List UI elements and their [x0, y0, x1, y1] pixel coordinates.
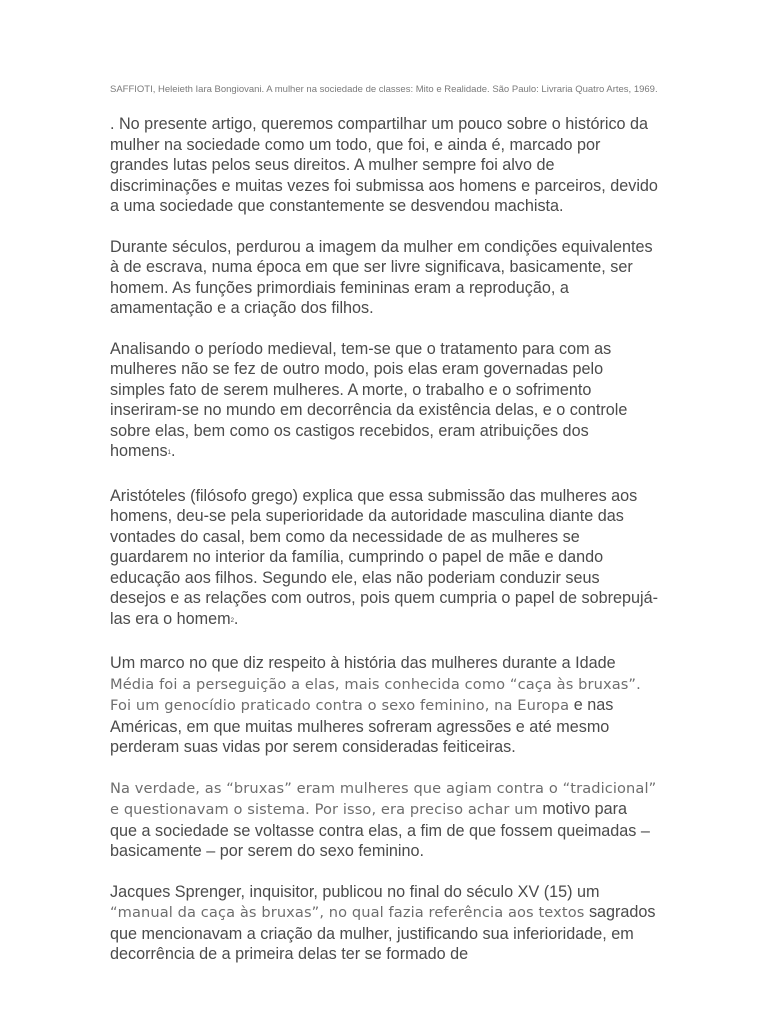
- paragraph-witch-hunt-part2: Média foi a perseguição a elas, mais conhecida como “caça às bruxas”. Foi um genocídio praticado contra o sexo feminino, na Europa: [110, 675, 641, 714]
- bibliographic-reference: SAFFIOTI, Heleieth Iara Bongiovani. A mulher na sociedade de classes: Mito e Realidade. São Paulo: Livraria Quatro Artes, 1969.: [110, 84, 658, 95]
- paragraph-sprenger-part1: Jacques Sprenger, inquisitor, publicou no final do século XV (15) um: [110, 882, 600, 901]
- footnote-marker: 1: [167, 450, 171, 456]
- paragraph-witch-hunt-part3: e nas Américas, em que muitas mulheres sofreram agressões e até mesmo perderam suas vidas por serem consideradas feiticeiras.: [110, 696, 614, 756]
- paragraph-intro: . No presente artigo, queremos compartilhar um pouco sobre o histórico da mulher na sociedade como um todo, que foi, e ainda é, marcado por grandes lutas pelos seus direitos. A mulher sempre foi alvo de discriminações e muitas vezes foi submissa aos homens e parceiros, devido a uma sociedade que constantemente se desvendou machista.: [110, 115, 658, 215]
- paragraph-slavery: Durante séculos, perdurou a imagem da mulher em condições equivalentes à de escrava, numa época em que ser livre significava, basicamente, ser homem. As funções primordiais femininas eram a reprodução, a amamentação e a criação dos filhos.: [110, 237, 653, 317]
- paragraph-witch-hunt-part1: Um marco no que diz respeito à história das mulheres durante a Idade: [110, 654, 616, 672]
- paragraph-aristotle: [110, 486, 658, 634]
- paragraph-witches: [110, 778, 658, 862]
- paragraph-medieval: [110, 339, 658, 466]
- paragraph-sprenger-part3: sagrados que mencionavam a criação da mulher, justificando sua inferioridade, em decorrência de a primeira delas ter se formado de: [110, 903, 656, 963]
- document-page: [110, 84, 658, 985]
- paragraph-sprenger-part2: “manual da caça às bruxas”, no qual fazia referência aos textos: [110, 904, 585, 921]
- paragraph-witch-hunt: [110, 653, 658, 758]
- paragraph-sprenger: [110, 882, 658, 965]
- paragraph-aristotle-end: .: [233, 609, 239, 628]
- paragraph-medieval-end: .: [170, 442, 176, 460]
- paragraph-witches-part1: Na verdade, as “bruxas” eram mulheres que agiam contra o “tradicional” e questionavam o sistema. Por isso, era preciso achar um: [110, 779, 657, 818]
- paragraph-medieval-text: Analisando o período medieval, tem-se que o tratamento para com as mulheres não se fez de outro modo, pois elas eram governadas pelo simples fato de serem mulheres. A morte, o trabalho e o sofrimento inseriram-se no mundo em decorrência da existência delas, e o controle sobre elas, bem como os castigos recebidos, eram atribuições dos homens: [110, 339, 628, 460]
- paragraph-aristotle-text: Aristóteles (filósofo grego) explica que essa submissão das mulheres aos homens, deu-se pela superioridade da autoridade masculina diante das vontades do casal, bem como da necessidade de as mulheres se guardarem no interior da família, cumprindo o papel de mãe e dando educação aos filhos. Segundo ele, elas não poderiam conduzir seus desejos e as relações com outros, pois quem cumpria o papel de sobrepujá-las era o homem: [110, 486, 658, 628]
- paragraph-witches-part2: motivo para que a sociedade se voltasse contra elas, a fim de que fossem queimadas – basicamente – por serem do sexo feminino.: [110, 800, 650, 860]
- footnote-marker: 2: [230, 617, 234, 624]
